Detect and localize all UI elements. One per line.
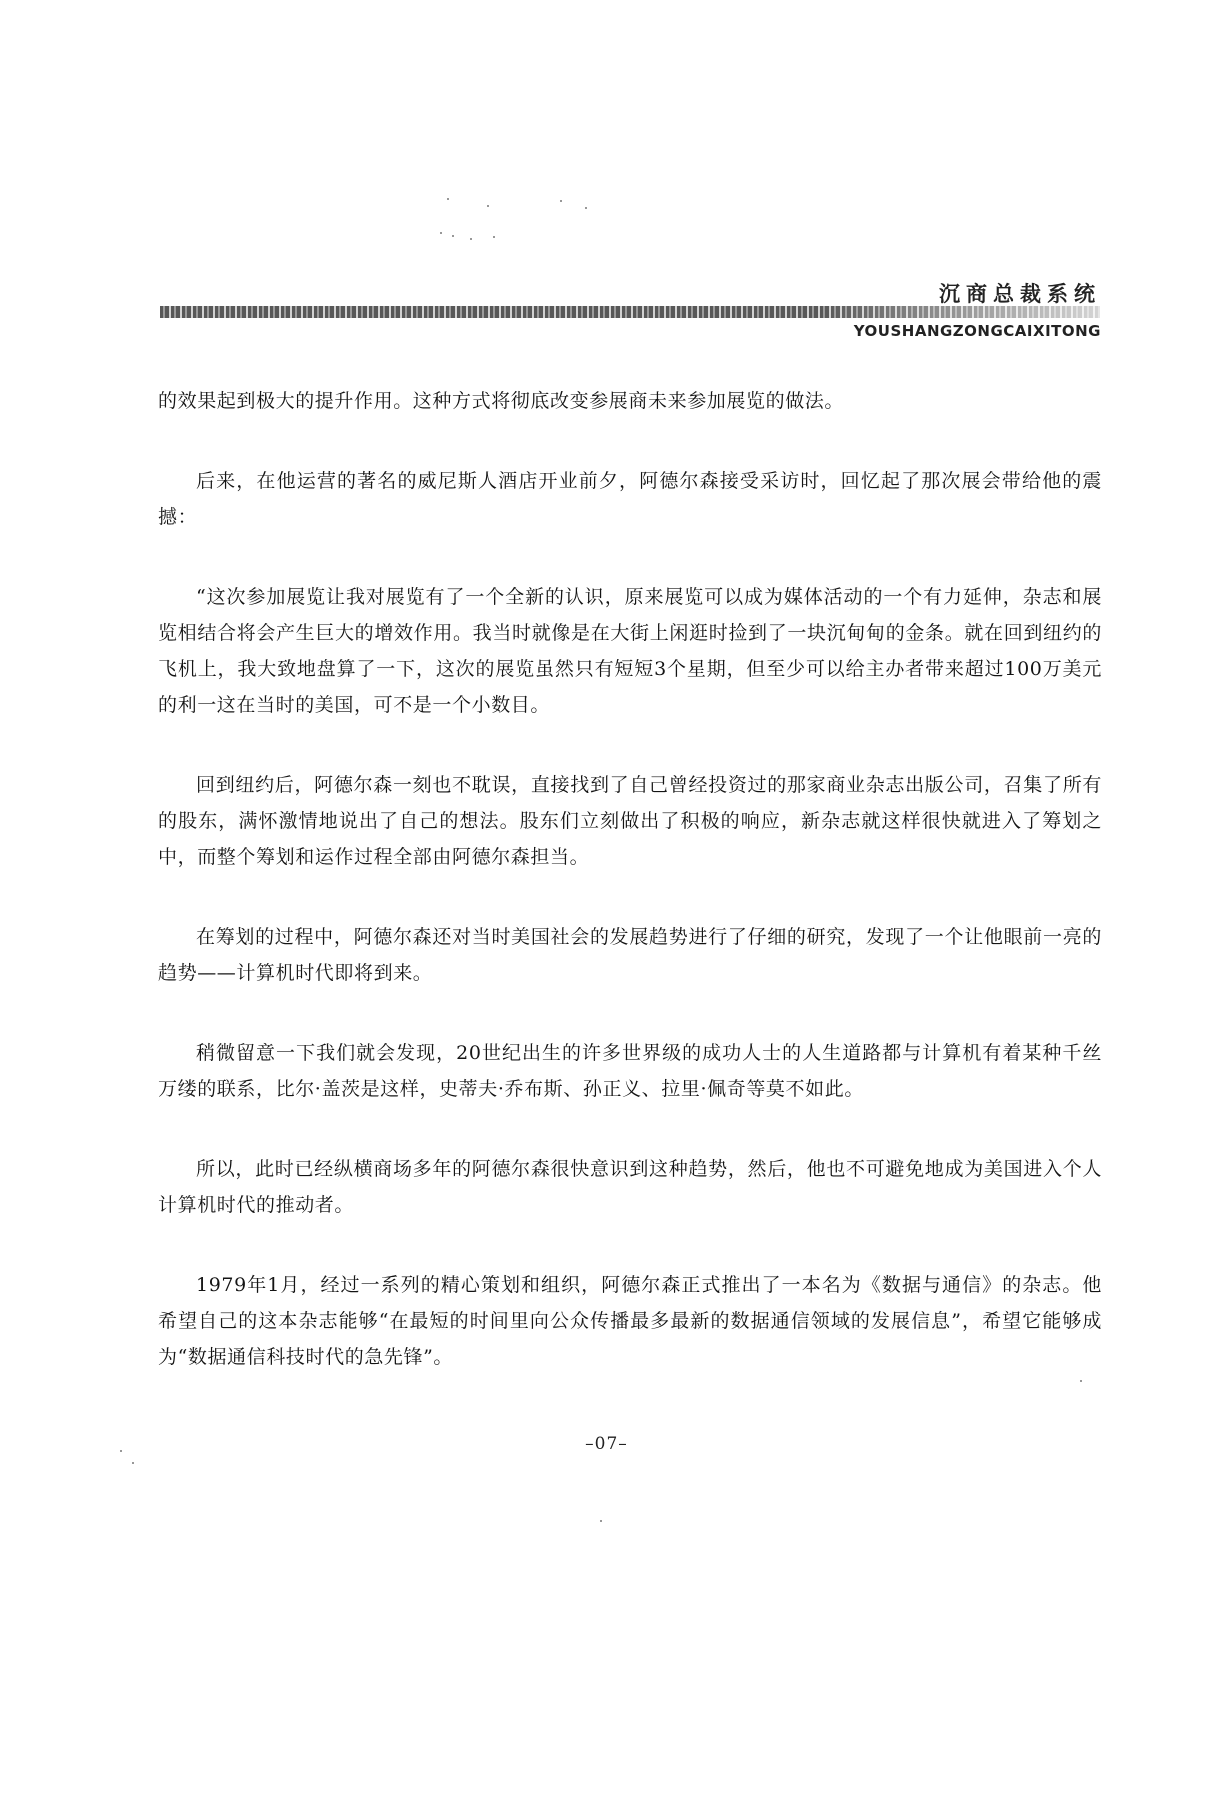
scan-speck [487,205,489,207]
scan-speck [447,198,449,200]
scan-speck [585,207,587,209]
scan-speck [493,236,495,238]
paragraph: 1979年1月，经过一系列的精心策划和组织，阿德尔森正式推出了一本名为《数据与通信》的杂志。他希望自己的这本杂志能够“在最短的时间里向公众传播最多最新的数据通信领域的发展信息”，希望它能够成为“数据通信科技时代的急先锋”。 [158,1274,1102,1368]
scan-speck [440,232,442,234]
scan-speck [1080,1380,1082,1382]
header-rule-fade [820,306,1100,318]
scan-speck [600,1520,602,1522]
scan-speck [470,238,472,240]
paragraph: 后来，在他运营的著名的威尼斯人酒店开业前夕，阿德尔森接受采访时，回忆起了那次展会带给他的震撼： [158,470,1102,528]
header-brand-chinese: 沉商总裁系统 [939,281,1101,306]
scan-speck [560,200,562,202]
body-text [158,383,1102,1419]
paragraph: 稍微留意一下我们就会发现，20世纪出生的许多世界级的成功人士的人生道路都与计算机有着某种千丝万缕的联系，比尔·盖茨是这样，史蒂夫·乔布斯、孙正义、拉里·佩奇等莫不如此。 [158,1042,1102,1100]
scan-speck [452,235,454,237]
paragraph: 的效果起到极大的提升作用。这种方式将彻底改变参展商未来参加展览的做法。 [158,390,845,412]
scan-speck [132,1462,134,1464]
page-number: –07– [585,1434,628,1454]
paragraph-quote: “这次参加展览让我对展览有了一个全新的认识，原来展览可以成为媒体活动的一个有力延伸，杂志和展览相结合将会产生巨大的增效作用。我当时就像是在大街上闲逛时捡到了一块沉甸甸的金条。就在回到纽约的飞机上，我大致地盘算了一下，这次的展览虽然只有短短3个星期，但至少可以给主办者带来超过100万美元的利一这在当时的美国，可不是一个小数目。 [158,586,1102,716]
header-brand-pinyin: YOUSHANGZONGCAIXITONG [853,322,1101,340]
paragraph: 所以，此时已经纵横商场多年的阿德尔森很快意识到这种趋势，然后，他也不可避免地成为美国进入个人计算机时代的推动者。 [158,1158,1102,1216]
scan-speck [120,1450,122,1452]
paragraph: 在筹划的过程中，阿德尔森还对当时美国社会的发展趋势进行了仔细的研究，发现了一个让他眼前一亮的趋势——计算机时代即将到来。 [158,926,1102,984]
paragraph: 回到纽约后，阿德尔森一刻也不耽误，直接找到了自己曾经投资过的那家商业杂志出版公司，召集了所有的股东，满怀激情地说出了自己的想法。股东们立刻做出了积极的响应，新杂志就这样很快就进入了筹划之中，而整个筹划和运作过程全部由阿德尔森担当。 [158,774,1102,868]
